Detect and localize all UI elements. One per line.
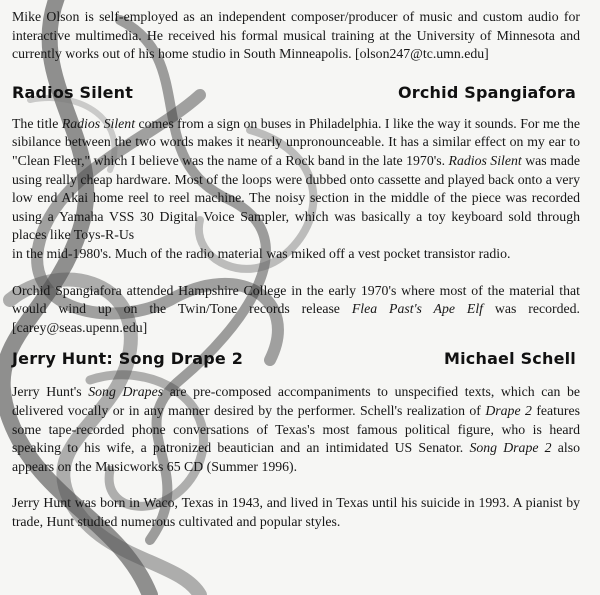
text-run: was made using really cheap hardware. Most of the loops were dubbed onto cassette and played back onto a very low end Akai home reel to reel machine. The noisy section in the middle of the piece was recorded using a Yamaha VSS 30 Digital Voice Sampler, which was basically a toy keyboard sold through places like Toys-R-Us: [12, 152, 581, 243]
section-title: Radios Silent: [12, 82, 134, 102]
work-title-italic: Song Drape 2: [469, 440, 552, 456]
text-run: also appears on the Musicworks 65 CD (Summer 1996).: [12, 440, 580, 474]
section-title: Jerry Hunt: Song Drape 2: [12, 349, 244, 369]
text-run: The title: [12, 115, 62, 131]
intro-bio-paragraph: Mike Olson is self-employed as an independent composer/producer of music and custom audio for interactive multimedia. He received his formal musical training at the University of Minnesota and currently works out of his home studio in South Minneapolis. [olson247@tc.umn.edu]: [12, 9, 580, 62]
jerry-hunt-bio: Jerry Hunt was born in Waco, Texas in 1943, and lived in Texas until his suicide in 1993. A pianist by trade, Hunt studied numerous cultivated and popular styles.: [12, 495, 580, 529]
section-composer: Michael Schell: [443, 349, 576, 369]
text-run: was recorded. [carey@seas.upenn.edu]: [12, 301, 580, 335]
text-run: Orchid Spangiafora attended Hampshire College in the early 1970's where most of the material that would wind up on the Twin/Tone records release: [12, 282, 580, 317]
orchid-spangiafora-bio: [12, 282, 580, 338]
song-drape-description: [12, 383, 580, 476]
section-composer: Orchid Spangiafora: [397, 82, 576, 102]
text-run: features some tape-recorded phone conversations of Texas's most famous political figure, who is heard speaking to his wife, a patronized beautician and an intimidated US Senator.: [12, 402, 580, 456]
text-run: comes from a sign on buses in Philadelphia. I like the way it sounds. For me the sibilance between the two words makes it nearly unpronounceable. It has a similar effect on my ear to "Clean Fleer," which I believe was the name of a Rock band in the late 1970's.: [12, 115, 580, 168]
text-run: Jerry Hunt's: [12, 384, 89, 400]
text-run: in the mid-1980's. Much of the radio material was miked off a vest pocket transistor radio.: [12, 245, 511, 261]
liner-notes-page: [12, 8, 580, 531]
work-title-italic: Song Drapes: [88, 384, 164, 400]
section-heading-radios-silent: [12, 83, 580, 102]
radios-silent-description: [12, 115, 580, 264]
work-title-italic: Drape 2: [485, 402, 532, 418]
album-title-italic: Flea Past's Ape Elf: [351, 301, 484, 317]
work-title-italic: Radios Silent: [448, 152, 522, 168]
text-run: are pre-composed accompaniments to unspecified texts, which can be delivered vocally or in any manner desired by the performer. Schell's realization of: [12, 384, 580, 418]
section-heading-song-drape: [12, 349, 580, 368]
work-title-italic: Radios Silent: [61, 115, 136, 131]
